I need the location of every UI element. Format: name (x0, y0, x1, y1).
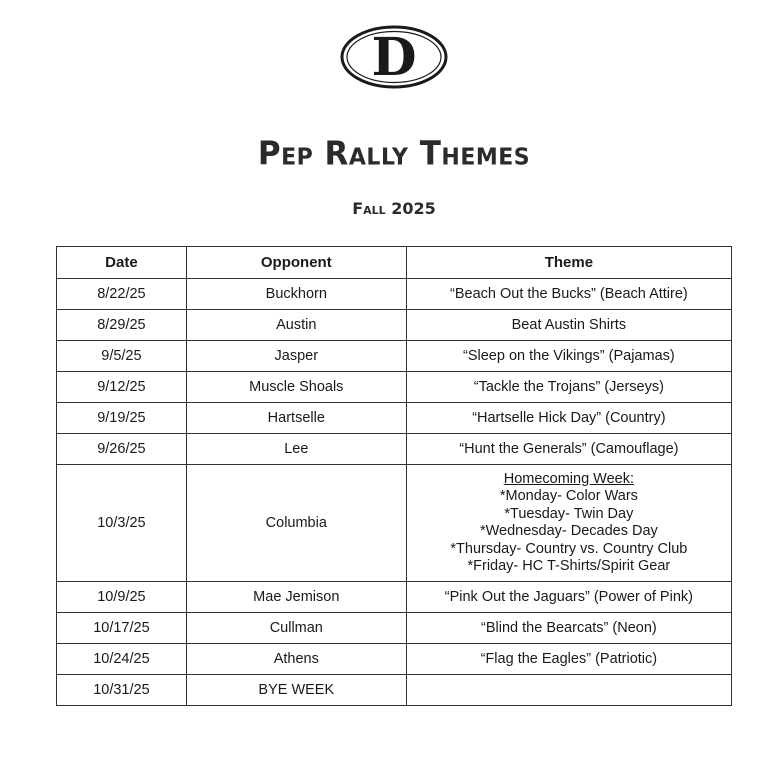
homecoming-day: *Wednesday- Decades Day (479, 523, 658, 539)
logo-letter: D (371, 27, 417, 88)
theme-cell: “Sleep on the Vikings” (Pajamas) (406, 341, 731, 372)
table-row (57, 644, 732, 675)
theme-cell (406, 465, 731, 582)
opponent-cell: Hartselle (186, 403, 406, 434)
opponent-cell: Buckhorn (186, 279, 406, 310)
date-cell: 9/5/25 (57, 341, 187, 372)
opponent-cell: Athens (186, 644, 406, 675)
homecoming-row (57, 465, 732, 582)
header-row (57, 247, 732, 279)
table-row (57, 372, 732, 403)
date-cell: 8/29/25 (57, 310, 187, 341)
date-cell: 8/22/25 (57, 279, 187, 310)
table-row (57, 613, 732, 644)
theme-cell (406, 675, 731, 706)
date-cell: 10/24/25 (57, 644, 187, 675)
page-title: Pep Rally Themes (257, 135, 531, 173)
table-row (57, 675, 732, 706)
theme-cell: Beat Austin Shirts (406, 310, 731, 341)
opponent-cell: Muscle Shoals (186, 372, 406, 403)
table-row (57, 310, 732, 341)
theme-cell: “Flag the Eagles” (Patriotic) (406, 644, 731, 675)
theme-cell: “Hartselle Hick Day” (Country) (406, 403, 731, 434)
col-theme-header: Theme (406, 247, 731, 279)
opponent-cell: Cullman (186, 613, 406, 644)
homecoming-day: *Thursday- Country vs. Country Club (450, 540, 688, 557)
page-subtitle: Fall 2025 (352, 199, 436, 218)
date-cell: 9/26/25 (57, 434, 187, 465)
opponent-cell: BYE WEEK (186, 675, 406, 706)
homecoming-heading: Homecoming Week: (503, 470, 635, 487)
date-cell: 9/19/25 (57, 403, 187, 434)
theme-cell: “Hunt the Generals” (Camouflage) (406, 434, 731, 465)
opponent-cell: Columbia (186, 465, 406, 582)
table-row (57, 582, 732, 613)
table-row (57, 403, 732, 434)
date-cell: 10/9/25 (57, 582, 187, 613)
opponent-cell: Austin (186, 310, 406, 341)
school-d-logo (340, 25, 448, 89)
opponent-cell: Mae Jemison (186, 582, 406, 613)
theme-cell: “Beach Out the Bucks” (Beach Attire) (406, 279, 731, 310)
homecoming-day: *Friday- HC T-Shirts/Spirit Gear (467, 558, 671, 574)
table-row (57, 279, 732, 310)
date-cell: 10/3/25 (57, 465, 187, 582)
homecoming-day: *Tuesday- Twin Day (504, 505, 634, 522)
table-row (57, 434, 732, 465)
homecoming-day: *Monday- Color Wars (499, 488, 638, 504)
col-date-header: Date (57, 247, 187, 279)
col-opponent-header: Opponent (186, 247, 406, 279)
theme-cell: “Pink Out the Jaguars” (Power of Pink) (406, 582, 731, 613)
date-cell: 9/12/25 (57, 372, 187, 403)
date-cell: 10/17/25 (57, 613, 187, 644)
theme-cell: “Tackle the Trojans” (Jerseys) (406, 372, 731, 403)
opponent-cell: Jasper (186, 341, 406, 372)
theme-cell: “Blind the Bearcats” (Neon) (406, 613, 731, 644)
schedule-table (56, 246, 732, 706)
opponent-cell: Lee (186, 434, 406, 465)
table-row (57, 341, 732, 372)
date-cell: 10/31/25 (57, 675, 187, 706)
